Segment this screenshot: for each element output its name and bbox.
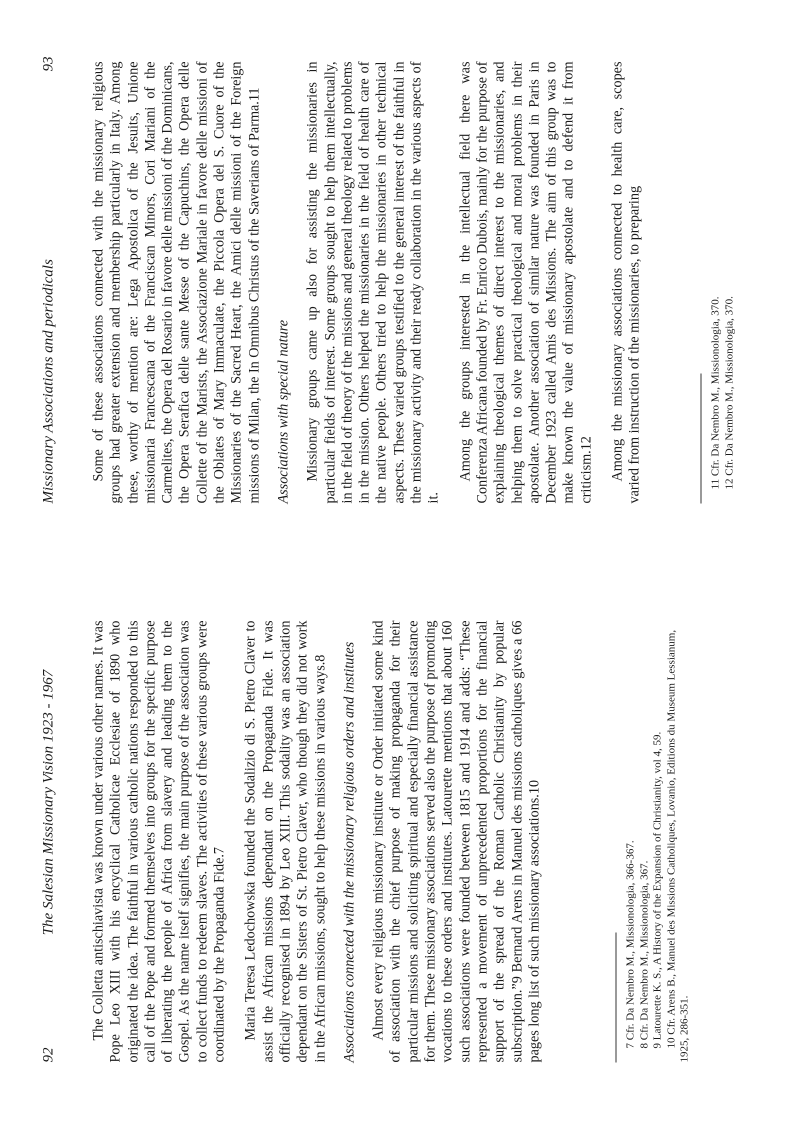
left-footnotes <box>625 621 693 1063</box>
left-paragraph-2: Maria Teresa Ledochowska founded the Sodalizio di S. Pietro Claver to assist the African missions dependant on the Propaganda Fide. It was officially recognised in 1894 by Leo XIII. This sodality was an association dependant on the Sisters of St. Pietro Claver, who though they did not work in the African missions, sought to help these missions in various ways.8 <box>242 620 329 1063</box>
right-paragraph-3: Among the groups interested in the intellectual field there was Conferenza Africana founded by Fr. Enrico Dubois, mainly for the purpose of explaining theological themes of direct interest to the missionaries, and helping them to solve practical theological and moral problems in their apostolate. Another association of similar nature was founded in Paris in December 1923 called Amis des Missions. The aim of this group was to make known the value of missionary apostolate and to defend it from criticism.12 <box>457 61 595 504</box>
footnote-10: 10 Cfr. Arens B., Manuel des Missions Catholiques, Lovanio, Editions du Museum Lessianum, 1925, 286-351. <box>665 629 691 1063</box>
right-page <box>1 0 793 562</box>
rotated-book-spread <box>1 0 793 1123</box>
left-body-text <box>91 621 544 1063</box>
right-paragraph-4: Among the missionary associations connected to health care, scopes varied from instruction of the missionaries, to preparing <box>609 61 643 504</box>
footnote-12: 12 Cfr. Da Nembro M., Missionologia, 370. <box>723 296 735 490</box>
footnote-9: 9 Latourette K. S., A History of the Expansion of Christianity, vol 4, 59. <box>651 731 664 1049</box>
left-paragraph-3: Almost every religious missionary institute or Order initiated some kind of association with the chief purpose of making propaganda for their particular missions and soliciting spiritual and especially financial assistance for them. These missionary associations served also the purpose of promoting vocations to these orders and institutes. Latourette mentions that about 160 such associations were founded between 1815 and 1914 and adds: “These represented a movement of unprecedented proportions for the financial support of the spread of the Roman Catholic Christianity by popular subscription.”9 Bernard Arens in Manuel des missions catholiques gives a 66 pages long list of such missionary associations.10 <box>370 620 543 1063</box>
left-page <box>1 562 793 1123</box>
right-body-text <box>91 62 645 504</box>
right-page-number: 93 <box>40 56 57 72</box>
left-page-number: 92 <box>40 1047 57 1063</box>
right-footnotes <box>710 62 737 504</box>
footnote-11: 11 Cfr. Da Nembro M., Missionologia, 370. <box>709 296 722 490</box>
right-paragraph-1: Some of these associations connected with the missionary religious groups had greater extension and membership particularly in Italy. Among these, worthy of mention are: Lega Apostolica of the Jesuits, Unione missionaria Francescana of the Franciscan Minors, Cori Mariani of the Carmelites, the Opera del Rosario in favore delle missioni of the Dominicans, the Opera Serafica delle sante Messe of the Capuchins, the Opera delle Collette of the Marists, the Associazione Mariale in favore delle missioni of the Oblates of Mary Immaculate, the Piccola Opera del S. Cuore of the Missionaries of the Sacred Heart, the Amici delle missioni of the Foreign missions of Milan, the In Omnibus Christus of the Saverians of Parma.11 <box>90 61 263 504</box>
right-paragraph-2: Missionary groups came up also for assisting the missionaries in particular fields of interest. Some groups sought to help them intellectually, in the field of theory of the missions and general theology related to problems in the mission. Others helped the missionaries in the field of health care of the native people. Others tried to help the missionaries in other technical aspects. These varied groups testified to the general interest of the faithful in the missionary activity and their ready collaboration in the various aspects of it. <box>304 61 442 504</box>
right-running-head: Missionary Associations and periodicals <box>40 259 57 504</box>
footnote-7: 7 Cfr. Da Nembro M., Missionologia, 366-367. <box>624 840 637 1049</box>
left-footnote-rule <box>616 933 617 1063</box>
left-running-head: The Salesian Missionary Vision 1923 - 1967 <box>40 669 57 936</box>
footnote-8: 8 Cfr. Da Nembro M., Missionologia, 367. <box>638 860 650 1049</box>
left-section-heading: Associations connected with the missionary religious orders and institutes <box>341 641 358 1063</box>
right-footnote-rule <box>701 374 702 504</box>
left-paragraph-1: The Colletta antischiavista was known under various other names. It was Pope Leo XIII with his encyclical Catholicae Ecclesiae of 1890 who originated the idea. The faithful in various catholic nations responded to this call of the Pope and formed themselves into groups for the specific purpose of liberating the people of Africa from slavery and leading them to the Gospel. As the name itself signifies, the main purpose of the association was to collect funds to redeem slaves. The activities of these various groups were coordinated by the Propaganda Fide.7 <box>90 620 228 1063</box>
right-section-heading: Associations with special nature <box>275 319 292 504</box>
